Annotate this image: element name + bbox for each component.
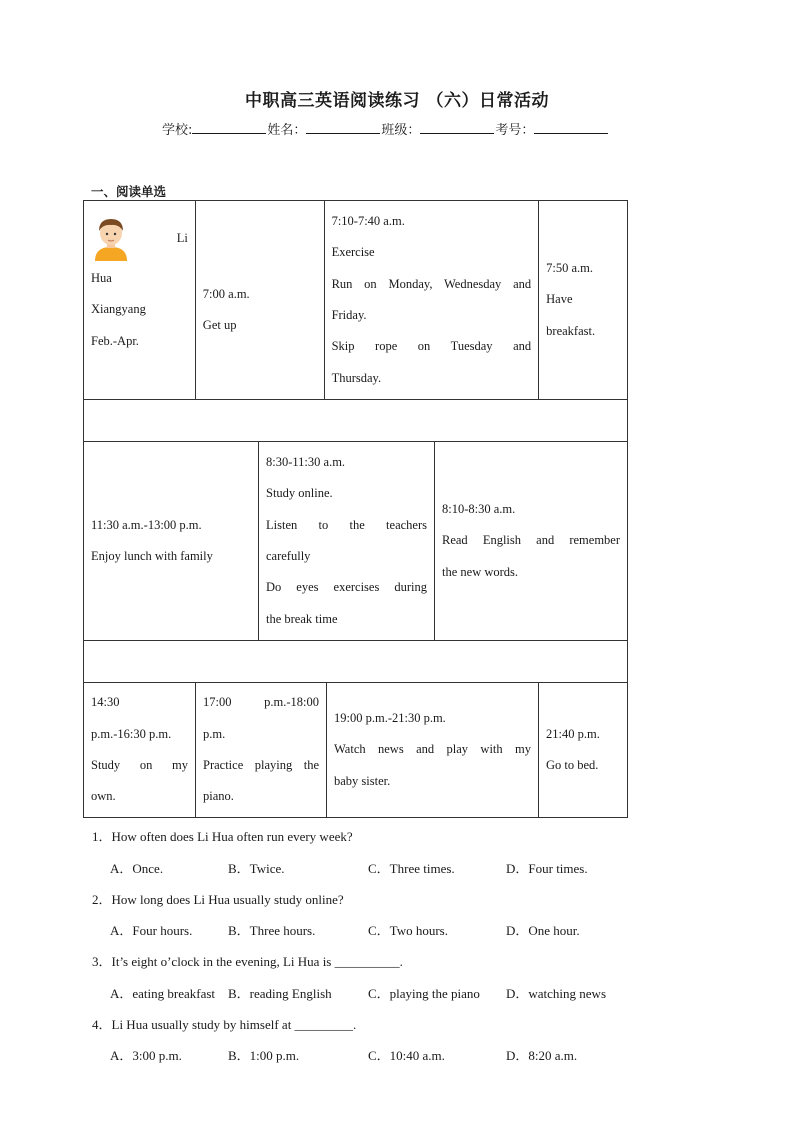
exam-no-label: 考号： <box>495 123 535 138</box>
cell-detail: Run on Monday, Wednesday and <box>331 276 532 291</box>
breakfast-cell <box>539 201 627 399</box>
question-2-option-a[interactable]: A．Four hours. <box>110 923 193 938</box>
class-label: 班级： <box>381 123 421 138</box>
question-3-stem: 3．It’s eight o’clock in the evening, Li Hua is __________. <box>92 954 403 969</box>
get-up-cell <box>196 201 325 399</box>
cell-activity: Go to bed. <box>546 758 599 772</box>
cell-activity: own. <box>91 789 116 804</box>
cell-time: 8:10-8:30 a.m. <box>442 502 516 517</box>
cell-time: 21:40 p.m. <box>546 726 600 741</box>
piano-cell <box>196 683 327 817</box>
profile-given-name: Li <box>176 231 188 245</box>
question-4-option-c[interactable]: C．10:40 a.m. <box>368 1048 445 1063</box>
spacer-row <box>83 399 628 441</box>
student-info-line <box>162 119 609 138</box>
cell-detail: Do eyes exercises during <box>266 580 427 595</box>
question-1-option-d[interactable]: D．Four times. <box>506 861 588 876</box>
schedule-row-2 <box>83 441 628 640</box>
cell-activity: Study online. <box>266 486 333 501</box>
question-2-option-c[interactable]: C．Two hours. <box>368 923 448 938</box>
page-title: 中职高三英语阅读练习 （六）日常活动 <box>245 91 549 111</box>
cell-detail: carefully <box>266 549 311 563</box>
cell-time: 8:30-11:30 a.m. <box>266 455 346 470</box>
exam-no-blank[interactable] <box>534 121 608 134</box>
question-4-option-a[interactable]: A．3:00 p.m. <box>110 1048 182 1063</box>
class-blank[interactable] <box>420 121 494 134</box>
cell-activity: Enjoy lunch with family <box>91 549 213 563</box>
cell-time: 7:50 a.m. <box>546 261 594 276</box>
bedtime-cell <box>539 683 627 817</box>
cell-activity: Have <box>546 292 573 307</box>
profile-cell <box>84 201 196 399</box>
question-3-option-a[interactable]: A．eating breakfast <box>110 986 216 1001</box>
cell-time: 7:10-7:40 a.m. <box>331 214 405 229</box>
cell-activity: Study on my <box>91 758 188 772</box>
cell-activity: Watch news and play with my <box>334 742 531 757</box>
cell-detail: Skip rope on Tuesday and <box>331 339 532 354</box>
study-online-cell <box>259 442 435 640</box>
exercise-cell <box>325 201 540 399</box>
question-4-stem: 4．Li Hua usually study by himself at _________. <box>92 1017 357 1032</box>
cell-activity: piano. <box>203 789 234 804</box>
school-blank[interactable] <box>192 121 266 134</box>
cell-activity: breakfast. <box>546 323 596 338</box>
name-blank[interactable] <box>306 121 380 134</box>
question-4-option-d[interactable]: D．8:20 a.m. <box>506 1048 578 1063</box>
question-3-option-c[interactable]: C．playing the piano <box>368 986 480 1001</box>
name-label: 姓名： <box>267 123 307 138</box>
cell-activity: Exercise <box>331 245 375 260</box>
question-1-option-c[interactable]: C．Three times. <box>368 861 455 876</box>
question-2-option-d[interactable]: D．One hour. <box>506 923 580 938</box>
schedule-row-1 <box>83 200 628 399</box>
self-study-cell <box>84 683 196 817</box>
cell-detail: the break time <box>266 611 338 626</box>
cell-time: 14:30 <box>91 695 120 710</box>
cell-time: p.m. <box>203 726 226 741</box>
cell-time: 19:00 p.m.-21:30 p.m. <box>334 711 446 726</box>
lunch-cell <box>84 442 259 640</box>
spacer-row <box>83 640 628 682</box>
cell-time: 17:00 p.m.-18:00 <box>203 695 319 710</box>
cell-detail: Friday. <box>331 308 367 322</box>
cell-activity: the new words. <box>442 564 519 579</box>
question-3-option-b[interactable]: B．reading English <box>228 986 332 1001</box>
profile-city: Xiangyang <box>91 302 146 317</box>
cell-activity: baby sister. <box>334 773 391 788</box>
cell-detail: Thursday. <box>331 370 382 385</box>
school-label: 学校: <box>162 123 193 138</box>
question-3-option-d[interactable]: D．watching news <box>506 986 607 1001</box>
section-title: 一、阅读单选 <box>91 184 167 199</box>
cell-activity: Read English and remember <box>442 533 620 548</box>
cell-time: p.m.-16:30 p.m. <box>91 726 172 741</box>
question-1-option-b[interactable]: B．Twice. <box>228 861 285 876</box>
cell-activity: Get up <box>202 318 237 332</box>
cell-time: 11:30 a.m.-13:00 p.m. <box>91 517 202 532</box>
question-2-stem: 2．How long does Li Hua usually study online? <box>92 892 344 907</box>
boy-avatar-icon <box>91 213 131 261</box>
schedule-row-3 <box>83 682 628 818</box>
question-1-stem: 1．How often does Li Hua often run every week? <box>92 829 353 844</box>
question-2-option-b[interactable]: B．Three hours. <box>228 923 316 938</box>
profile-family-name: Hua <box>91 271 112 285</box>
news-cell <box>327 683 539 817</box>
question-4-option-b[interactable]: B．1:00 p.m. <box>228 1048 300 1063</box>
cell-activity: Practice playing the <box>203 758 319 772</box>
cell-time: 7:00 a.m. <box>202 286 250 301</box>
profile-period: Feb.-Apr. <box>91 333 139 348</box>
read-english-cell <box>435 442 627 640</box>
cell-detail: Listen to the teachers <box>266 517 427 532</box>
question-1-option-a[interactable]: A．Once. <box>110 861 164 876</box>
